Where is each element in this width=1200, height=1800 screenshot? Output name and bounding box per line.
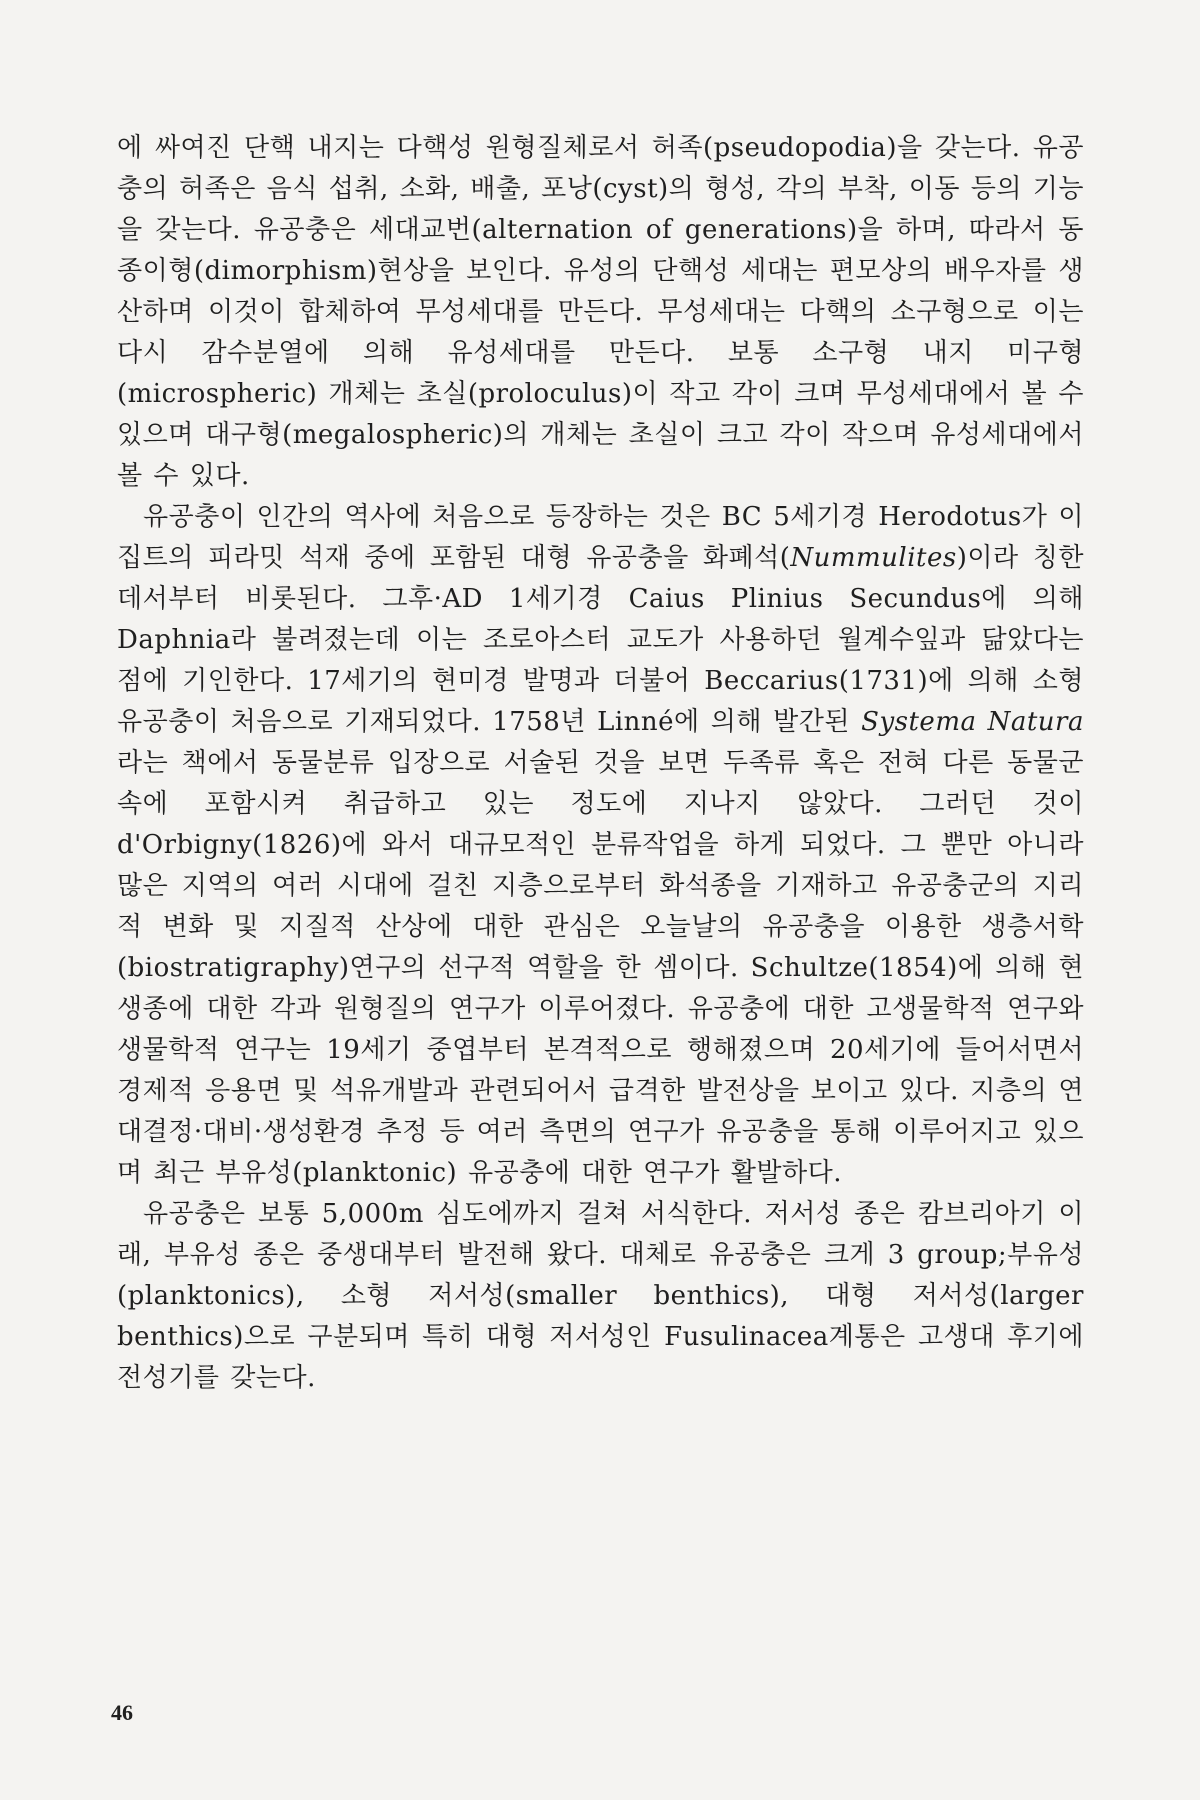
paragraph-3 (117, 1194, 1084, 1399)
page-number: 46 (111, 1700, 133, 1725)
paragraph-2-text-c: 라는 책에서 동물분류 입장으로 서술된 것을 보면 두족류 혹은 전혀 다른 동물군 속에 포함시켜 취급하고 있는 정도에 지나지 않았다. 그러던 것이 d'Orbigny(1826)에 와서 대규모적인 분류작업을 하게 되었다. 그 뿐만 아니라 많은 지역의 여러 시대에 걸친 지층으로부터 화석종을 기재하고 유공충군의 지리적 변화 및 지질적 산상에 대한 관심은 오늘날의 유공충을 이용한 생층서학(biostratigraphy)연구의 선구적 역할을 한 셈이다. Schultze(1854)에 의해 현생종에 대한 각과 원형질의 연구가 이루어졌다. 유공충에 대한 고생물학적 연구와 생물학적 연구는 19세기 중엽부터 본격적으로 행해졌으며 20세기에 들어서면서 경제적 응용면 및 석유개발과 관련되어서 급격한 발전상을 보이고 있다. 지층의 연대결정·대비·생성환경 추정 등 여러 측면의 연구가 유공충을 통해 이루어지고 있으며 최근 부유성(planktonic) 유공충에 대한 연구가 활발하다. (117, 748, 1084, 1188)
paragraph-2 (117, 497, 1084, 1194)
book-title-systema-natura: Systema Natura (861, 707, 1084, 737)
paragraph-1-text: 에 싸여진 단핵 내지는 다핵성 원형질체로서 허족(pseudopodia)을 갖는다. 유공충의 허족은 음식 섭취, 소화, 배출, 포낭(cyst)의 형성, 각의 부착, 이동 등의 기능을 갖는다. 유공충은 세대교번(alternation of generations)을 하며, 따라서 동종이형(dimorphism)현상을 보인다. 유성의 단핵성 세대는 편모상의 배우자를 생산하며 이것이 합체하여 무성세대를 만든다. 무성세대는 다핵의 소구형으로 이는 다시 감수분열에 의해 유성세대를 만든다. 보통 소구형 내지 미구형(microspheric) 개체는 초실(proloculus)이 작고 각이 크며 무성세대에서 볼 수 있으며 대구형(megalospheric)의 개체는 초실이 크고 각이 작으며 유성세대에서 볼 수 있다. (117, 133, 1084, 491)
body-text (117, 128, 1084, 1399)
paragraph-3-text: 유공충은 보통 5,000m 심도에까지 걸쳐 서식한다. 저서성 종은 캄브리아기 이래, 부유성 종은 중생대부터 발전해 왔다. 대체로 유공충은 크게 3 group;부유성(planktonics), 소형 저서성(smaller benthics), 대형 저서성(larger benthics)으로 구분되며 특히 대형 저서성인 Fusulinacea계통은 고생대 후기에 전성기를 갖는다. (117, 1199, 1084, 1393)
paragraph-2-text-a: 유공충이 인간의 역사에 처음으로 등장하는 것은 BC 5세기경 Herodotus가 이집트의 피라밋 석재 중에 포함된 대형 유공충을 화폐석( (117, 502, 1084, 573)
paragraph-2-text-b: )이라 칭한 데서부터 비롯된다. 그후·AD 1세기경 Caius Plinius Secundus에 의해 Daphnia라 불려졌는데 이는 조로아스터 교도가 사용하던 월계수잎과 닮았다는 점에 기인한다. 17세기의 현미경 발명과 더불어 Beccarius(1731)에 의해 소형 유공충이 처음으로 기재되었다. 1758년 Linné에 의해 발간된 (117, 543, 1084, 737)
genus-nummulites: Nummulites (790, 543, 957, 573)
paragraph-1 (117, 128, 1084, 497)
